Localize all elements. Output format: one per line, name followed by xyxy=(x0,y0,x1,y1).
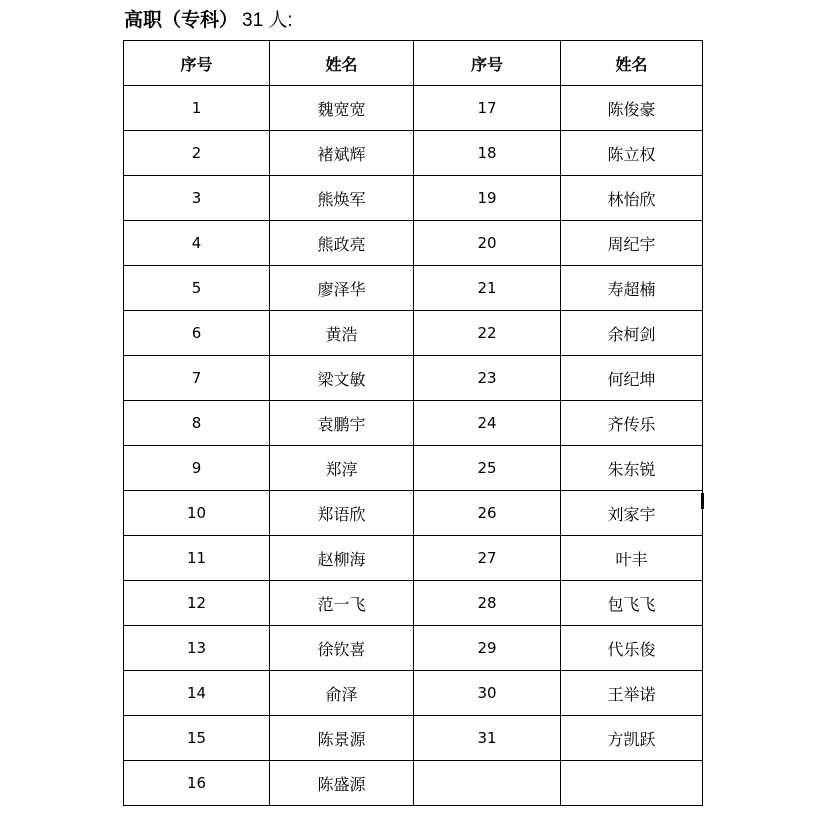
table-row xyxy=(124,266,703,311)
table-row xyxy=(124,671,703,716)
table-row xyxy=(124,761,703,806)
cell-name-right: 齐传乐 xyxy=(561,401,703,446)
heading-count: 31 人: xyxy=(242,10,293,31)
table-row xyxy=(124,131,703,176)
cell-name-right xyxy=(561,761,703,806)
table-row xyxy=(124,86,703,131)
cell-name-left: 郑淳 xyxy=(270,446,414,491)
cell-seq-left: 11 xyxy=(124,536,270,581)
cell-name-left: 俞泽 xyxy=(270,671,414,716)
cell-seq-left: 10 xyxy=(124,491,270,536)
cell-name-left: 范一飞 xyxy=(270,581,414,626)
cell-name-right: 林怡欣 xyxy=(561,176,703,221)
cell-name-left: 褚斌辉 xyxy=(270,131,414,176)
cell-seq-left: 14 xyxy=(124,671,270,716)
table-row xyxy=(124,221,703,266)
cell-seq-left: 4 xyxy=(124,221,270,266)
cell-seq-right: 30 xyxy=(414,671,561,716)
cell-seq-left: 2 xyxy=(124,131,270,176)
cell-name-left: 徐钦喜 xyxy=(270,626,414,671)
cell-seq-right: 23 xyxy=(414,356,561,401)
cell-name-left: 梁文敏 xyxy=(270,356,414,401)
table-row xyxy=(124,176,703,221)
cell-name-right: 朱东锐 xyxy=(561,446,703,491)
cell-seq-right: 27 xyxy=(414,536,561,581)
heading-title: 高职（专科） xyxy=(124,9,239,31)
table-row xyxy=(124,401,703,446)
table-row xyxy=(124,311,703,356)
table-row xyxy=(124,626,703,671)
table-row xyxy=(124,581,703,626)
cell-seq-left: 13 xyxy=(124,626,270,671)
cell-name-right: 余柯剑 xyxy=(561,311,703,356)
table-row xyxy=(124,356,703,401)
cell-seq-right xyxy=(414,761,561,806)
cell-seq-right: 20 xyxy=(414,221,561,266)
table-body xyxy=(124,86,703,806)
cell-seq-right: 31 xyxy=(414,716,561,761)
cell-name-right: 刘家宇 xyxy=(561,491,703,536)
cell-name-left: 黄浩 xyxy=(270,311,414,356)
header-seq-right: 序号 xyxy=(414,41,561,86)
cell-seq-right: 24 xyxy=(414,401,561,446)
cell-seq-left: 5 xyxy=(124,266,270,311)
cell-seq-left: 3 xyxy=(124,176,270,221)
cell-name-left: 赵柳海 xyxy=(270,536,414,581)
table-row xyxy=(124,536,703,581)
cell-name-left: 陈盛源 xyxy=(270,761,414,806)
cell-seq-left: 7 xyxy=(124,356,270,401)
cell-name-right: 周纪宇 xyxy=(561,221,703,266)
cell-name-left: 魏宽宽 xyxy=(270,86,414,131)
cell-name-right: 叶丰 xyxy=(561,536,703,581)
cell-name-right: 方凯跃 xyxy=(561,716,703,761)
cell-name-left: 熊焕军 xyxy=(270,176,414,221)
header-name-right: 姓名 xyxy=(561,41,703,86)
cell-seq-right: 28 xyxy=(414,581,561,626)
cell-name-right: 包飞飞 xyxy=(561,581,703,626)
cell-name-right: 寿超楠 xyxy=(561,266,703,311)
table-row xyxy=(124,716,703,761)
cell-seq-right: 19 xyxy=(414,176,561,221)
cell-seq-right: 26 xyxy=(414,491,561,536)
table-header-row xyxy=(124,41,703,86)
cell-seq-right: 21 xyxy=(414,266,561,311)
cell-name-right: 代乐俊 xyxy=(561,626,703,671)
cell-seq-left: 15 xyxy=(124,716,270,761)
cell-name-left: 郑语欣 xyxy=(270,491,414,536)
cell-name-left: 廖泽华 xyxy=(270,266,414,311)
text-cursor-mark xyxy=(701,493,704,509)
cell-seq-left: 8 xyxy=(124,401,270,446)
cell-seq-left: 6 xyxy=(124,311,270,356)
cell-seq-right: 29 xyxy=(414,626,561,671)
cell-seq-left: 12 xyxy=(124,581,270,626)
cell-name-left: 袁鹏宇 xyxy=(270,401,414,446)
cell-name-right: 陈俊豪 xyxy=(561,86,703,131)
page-heading xyxy=(124,6,293,34)
cell-name-left: 陈景源 xyxy=(270,716,414,761)
cell-name-left: 熊政亮 xyxy=(270,221,414,266)
table-row xyxy=(124,491,703,536)
header-seq-left: 序号 xyxy=(124,41,270,86)
cell-seq-right: 18 xyxy=(414,131,561,176)
cell-seq-right: 25 xyxy=(414,446,561,491)
cell-seq-left: 16 xyxy=(124,761,270,806)
cell-seq-left: 9 xyxy=(124,446,270,491)
cell-seq-right: 17 xyxy=(414,86,561,131)
header-name-left: 姓名 xyxy=(270,41,414,86)
roster-table xyxy=(123,40,703,806)
cell-seq-left: 1 xyxy=(124,86,270,131)
cell-name-right: 何纪坤 xyxy=(561,356,703,401)
cell-seq-right: 22 xyxy=(414,311,561,356)
cell-name-right: 陈立权 xyxy=(561,131,703,176)
cell-name-right: 王举诺 xyxy=(561,671,703,716)
table-row xyxy=(124,446,703,491)
